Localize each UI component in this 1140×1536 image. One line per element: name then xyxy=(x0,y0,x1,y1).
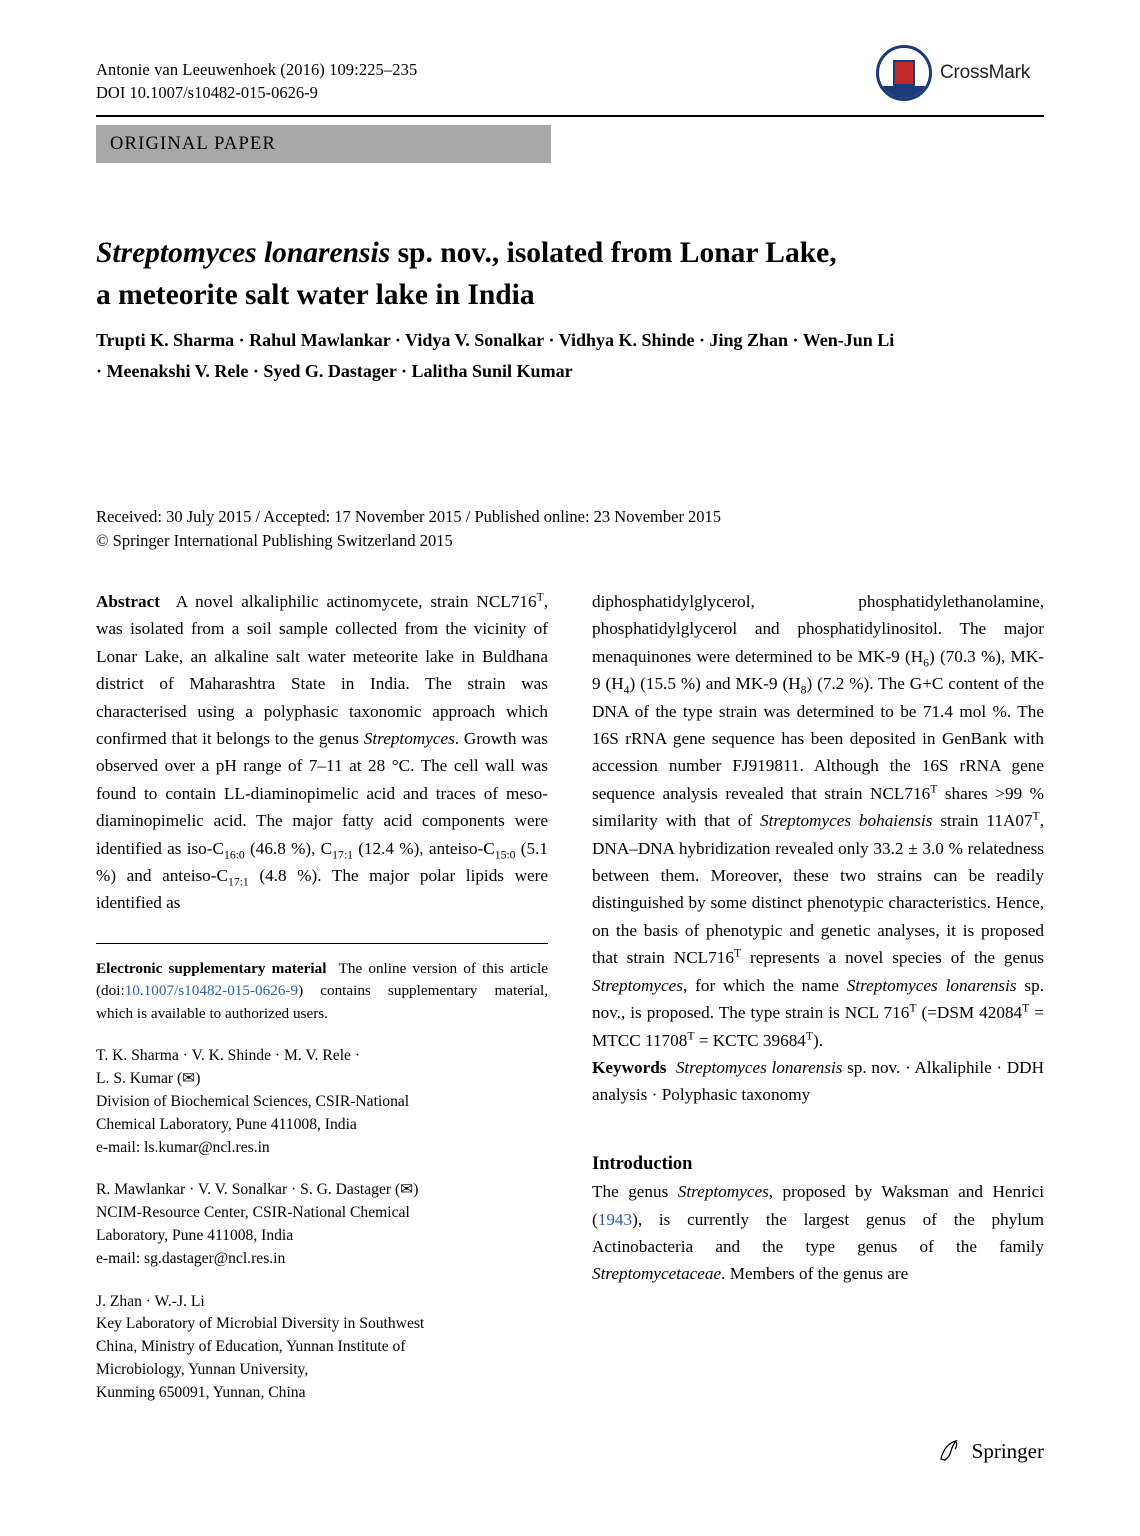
abstract-cont-6: strain 11A07 xyxy=(932,811,1033,831)
abstract-genus: Streptomyces xyxy=(363,729,455,749)
abstract-cont-sub-2: 4 xyxy=(623,683,630,697)
keywords-block xyxy=(592,1054,1044,1109)
abstract-cont-7: , DNA–DNA hybridization revealed only 33.2 ± 3.0 % relatedness between them. Moreover, these two strains can be readily distinguished by some distinct phenotypic characteristics. Hence, on the basis of phenotypic and genetic analyses, it is proposed that strain NCL716 xyxy=(592,811,1044,968)
crossmark-label: CrossMark xyxy=(940,62,1031,83)
title-line1-rest: sp. nov., isolated from Lonar Lake, xyxy=(390,236,837,269)
affil-1-line-1: T. K. Sharma · V. K. Shinde · M. V. Rele · xyxy=(96,1047,361,1065)
abstract-species-2: Streptomyces bohaiensis xyxy=(760,811,933,831)
introduction-paragraph xyxy=(592,1178,1044,1288)
abstract-text-4: -diaminopimelic acid and traces of meso-diaminopimelic acid. The major fatty acid components were identified as iso-C xyxy=(96,783,548,858)
esm-doi-link[interactable]: 10.1007/s10482-015-0626-9 xyxy=(124,982,299,1000)
affiliation-block-3 xyxy=(96,1291,548,1405)
abstract-cont-sub-1: 6 xyxy=(923,656,929,670)
intro-text-1: The genus xyxy=(592,1182,678,1202)
abstract-sup-t-5: T xyxy=(909,1001,917,1015)
keyword-species: Streptomyces lonarensis xyxy=(675,1057,843,1077)
abstract-sup-t-8: T xyxy=(805,1028,814,1042)
intro-text-3: ), is currently the largest genus of the phylum Actinobacteria and the type genus of the family xyxy=(592,1209,1044,1256)
affiliation-block-2 xyxy=(96,1179,548,1270)
abstract-cont-12: = MTCC 11708 xyxy=(592,1003,1044,1050)
affil-1-line-3: Division of Biochemical Sciences, CSIR-National xyxy=(96,1092,410,1110)
abstract-text-2: , was isolated from a soil sample collected from the vicinity of Lonar Lake, an alkaline salt water meteorite lake in Buldhana district of Maharashtra State in India. The strain was characterised using a polyphasic taxonomic approach which confirmed that it belongs to the genus xyxy=(96,592,549,749)
intro-text-4: . Members of the genus are xyxy=(721,1264,909,1284)
affil-3-line-3: China, Ministry of Education, Yunnan Institute of xyxy=(96,1338,406,1356)
esm-text-1: The online version of this article (doi: xyxy=(96,959,548,1000)
abstract-sup-t-3: T xyxy=(1032,809,1040,823)
abstract-sup-t-6: T xyxy=(1022,1001,1030,1015)
abstract-label: Abstract xyxy=(96,592,160,611)
affil-3-line-5: Kunming 650091, Yunnan, China xyxy=(96,1383,306,1401)
keywords-rest: sp. nov. · Alkaliphile · DDH analysis · Polyphasic taxonomy xyxy=(592,1057,1045,1105)
esm-label: Electronic supplementary material xyxy=(96,959,327,977)
abstract-continuation xyxy=(592,588,1044,1054)
affil-1-line-2: L. S. Kumar (✉) xyxy=(96,1070,201,1088)
abstract-cont-1: diphosphatidylglycerol, phosphatidylethanolamine, phosphatidylglycerol and phosphatidylinositol. The major menaquinones were determined to be MK-9 (H xyxy=(592,592,1044,666)
springer-horse-icon xyxy=(937,1438,963,1464)
left-column xyxy=(96,588,548,1405)
abstract-cont-4: ) (7.2 %). The G+C content of the DNA of the type strain was determined to be 71.4 mol %. The 16S rRNA gene sequence has been deposited in GenBank with accession number FJ919811. Although the 16S rRNA gene sequence analysis revealed that strain NCL716 xyxy=(592,674,1045,803)
copyright-line: © Springer International Publishing Switzerland 2015 xyxy=(96,531,453,550)
abstract-sub-2: 17:1 xyxy=(332,848,353,862)
abstract-species-3: Streptomyces lonarensis xyxy=(846,975,1017,995)
title-line2: a meteorite salt water lake in India xyxy=(96,278,535,311)
title-species-italic: Streptomyces lonarensis xyxy=(96,236,391,269)
intro-genus: Streptomyces xyxy=(677,1182,769,1202)
abstract-sup-t-4: T xyxy=(733,946,742,960)
intro-family: Streptomycetaceae xyxy=(592,1264,722,1284)
affil-2-line-2: NCIM-Resource Center, CSIR-National Chemical xyxy=(96,1204,410,1222)
affil-3-line-4: Microbiology, Yunnan University, xyxy=(96,1360,309,1378)
author-list: Trupti K. Sharma · Rahul Mawlankar · Vidya V. Sonalkar · Vidhya K. Shinde · Jing Zhan · Wen-Jun Li · Meenakshi V. Rele · Syed G. Dastager · Lalitha Sunil Kumar xyxy=(96,330,895,381)
abstract-paragraph xyxy=(96,588,548,917)
affil-2-line-3: Laboratory, Pune 411008, India xyxy=(96,1226,294,1244)
abstract-text-1: A novel alkaliphilic actinomycete, strain NCL716 xyxy=(175,592,537,611)
abstract-cont-3: ) (15.5 %) and MK-9 (H xyxy=(629,674,801,694)
affil-3-line-1: J. Zhan · W.-J. Li xyxy=(96,1292,205,1310)
page-header xyxy=(96,58,1044,120)
affil-2-line-1: R. Mawlankar · V. V. Sonalkar · S. G. Dastager (✉) xyxy=(96,1181,419,1199)
affiliation-block-1 xyxy=(96,1045,548,1159)
abstract-sub-4: 17:1 xyxy=(227,875,249,889)
abstract-text-5: (46.8 %), C xyxy=(244,838,333,858)
abstract-sub-1: 16:0 xyxy=(223,848,245,862)
abstract-cont-13: = KCTC 39684 xyxy=(694,1030,806,1050)
abstract-genus-2: Streptomyces xyxy=(592,975,683,995)
abstract-cont-10: sp. nov., is proposed. The type strain is NCL 716 xyxy=(592,975,1044,1023)
right-column xyxy=(592,588,1044,1288)
abstract-sub-3: 15:0 xyxy=(494,848,516,862)
abstract-cont-5: shares >99 % similarity with that of xyxy=(592,783,1044,831)
affil-3-line-2: Key Laboratory of Microbial Diversity in Southwest xyxy=(96,1315,425,1333)
abstract-text-8: (4.8 %). The major polar lipids were identified as xyxy=(96,866,548,913)
abstract-sup-t-7: T xyxy=(687,1028,695,1042)
abstract-cont-11: (=DSM 42084 xyxy=(916,1003,1023,1023)
footnote-divider xyxy=(96,943,548,944)
publisher-logo xyxy=(937,1438,1044,1464)
abstract-ll: LL xyxy=(223,783,245,803)
citation-link-1943[interactable]: 1943 xyxy=(597,1209,633,1229)
header-divider xyxy=(96,115,1044,117)
keywords-label: Keywords xyxy=(592,1057,667,1077)
abstract-cont-2: ) (70.3 %), MK-9 (H xyxy=(592,646,1044,694)
publication-dates xyxy=(96,505,896,553)
crossmark-badge[interactable] xyxy=(876,42,1044,104)
journal-citation: Antonie van Leeuwenhoek (2016) 109:225–235 xyxy=(96,60,418,79)
page-title xyxy=(96,232,996,316)
abstract-cont-8: represents a novel species of the genus xyxy=(741,948,1044,968)
publisher-name: Springer xyxy=(971,1438,1044,1463)
abstract-text-6: (12.4 %), anteiso-C xyxy=(352,838,495,858)
abstract-sup-t-1: T xyxy=(536,590,544,604)
affil-2-line-4: e-mail: sg.dastager@ncl.res.in xyxy=(96,1249,286,1267)
affil-1-line-5: e-mail: ls.kumar@ncl.res.in xyxy=(96,1138,270,1156)
abstract-sup-t-2: T xyxy=(930,782,938,796)
esm-text-2: ) contains supplementary material, which is available to authorized users. xyxy=(96,982,548,1022)
abstract-text-7: (5.1 %) and anteiso-C xyxy=(96,838,549,886)
abstract-cont-sub-3: 8 xyxy=(800,683,807,697)
electronic-supplementary-material xyxy=(96,958,548,1026)
intro-text-2: , proposed by Waksman and Henrici ( xyxy=(592,1182,1044,1229)
crossmark-icon xyxy=(876,45,932,101)
abstract-text-3: . Growth was observed over a pH range of 7–11 at 28 °C. The cell wall was found to contain xyxy=(96,729,548,803)
doi-line: DOI 10.1007/s10482-015-0626-9 xyxy=(96,83,318,102)
article-type-banner xyxy=(96,125,551,163)
received-accepted-line: Received: 30 July 2015 / Accepted: 17 November 2015 / Published online: 23 November 2015 xyxy=(96,507,722,526)
abstract-cont-14: ). xyxy=(813,1030,824,1050)
section-heading-introduction: Introduction xyxy=(592,1153,693,1174)
abstract-cont-9: , for which the name xyxy=(683,975,847,995)
affil-1-line-4: Chemical Laboratory, Pune 411008, India xyxy=(96,1115,357,1133)
article-type-label: ORIGINAL PAPER xyxy=(110,133,277,154)
